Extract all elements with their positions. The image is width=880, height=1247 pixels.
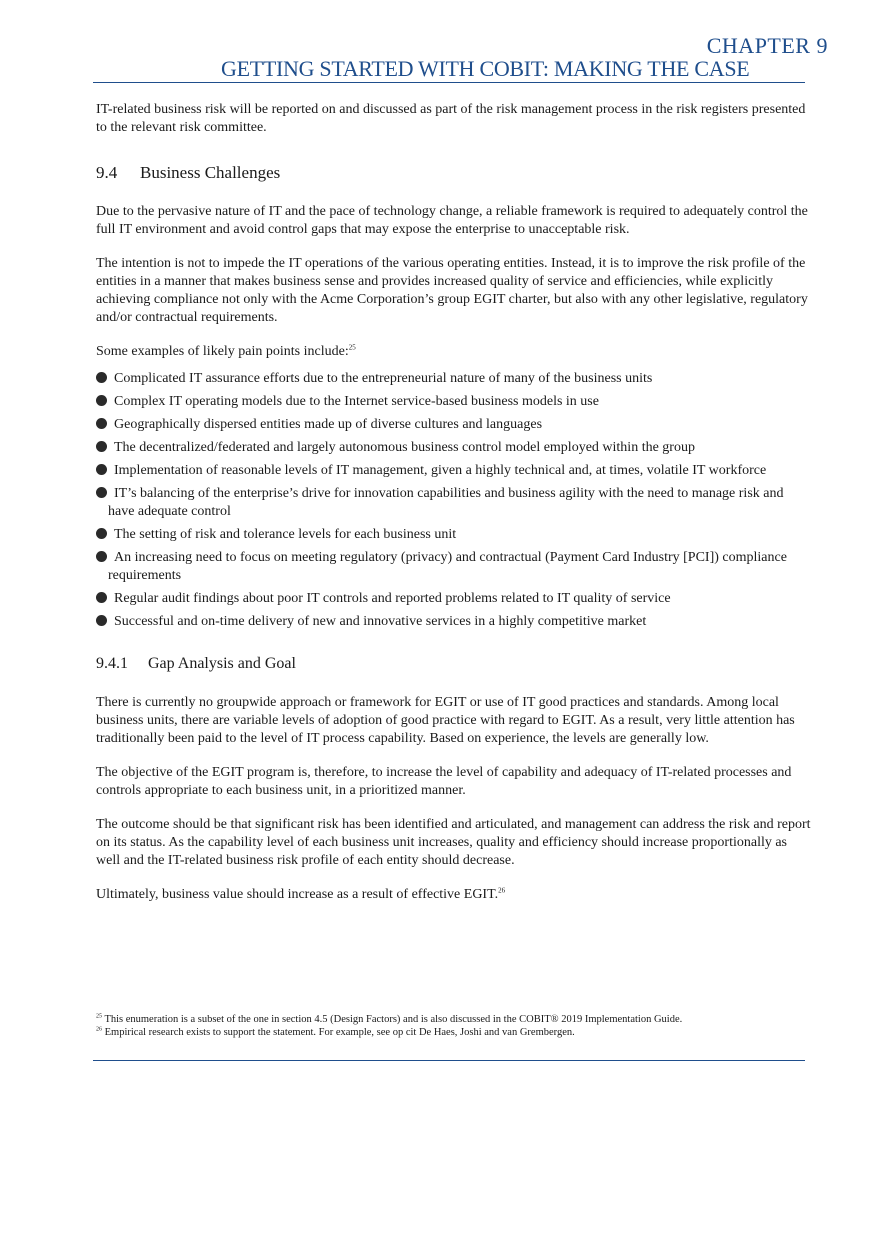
pain-points-lead [96,343,812,361]
subsection-paragraph: The outcome should be that significant risk has been identified and articulated, and management can address the risk and report on its status. As the capability level of each business unit increases, quality and efficiency should increase proportionally as well and the IT-related business risk profile of each entity should decrease. [96,817,811,868]
pain-points-list [96,370,812,631]
list-item-text: An increasing need to focus on meeting regulatory (privacy) and contractual (Payment Card Industry [PCI]) compliance requirements [108,550,787,583]
section-number: 9.4 [96,163,118,182]
list-item-text: Complicated IT assurance efforts due to the entrepreneurial nature of many of the business units [114,371,653,386]
list-item [96,393,812,411]
subsection-number: 9.4.1 [96,655,128,672]
bullet-icon [96,551,107,562]
footnote-number: 25 [96,1013,102,1020]
list-item-text: The setting of risk and tolerance levels for each business unit [114,527,457,542]
subsection-paragraph: There is currently no groupwide approach or framework for EGIT or use of IT good practices and standards. Among local business units, there are variable levels of adoption of good practice with regard to EGIT. As a result, very little attention has traditionally been paid to the level of IT process capability. Based on experience, the levels are generally low. [96,695,795,746]
list-item [96,485,812,521]
list-item-text: Successful and on-time delivery of new and innovative services in a highly competitive market [114,614,647,629]
bullet-icon [96,441,107,452]
list-item [96,549,812,585]
footnote-ref[interactable]: 25 [348,343,356,352]
bullet-icon [96,592,107,603]
intro-paragraph: IT-related business risk will be reported on and discussed as part of the risk management process in the risk registers presented to the relevant risk committee. [96,102,806,135]
pain-points-lead-text: Some examples of likely pain points include: [96,344,349,359]
list-item-text: Geographically dispersed entities made up of diverse cultures and languages [114,417,543,432]
list-item-text: Regular audit findings about poor IT controls and reported problems related to IT quality of service [114,591,671,606]
bullet-icon [96,464,107,475]
bullet-icon [96,372,107,383]
list-item-text: Complex IT operating models due to the Internet service-based business models in use [114,394,599,409]
bullet-icon [96,487,107,498]
bullet-icon [96,615,107,626]
footer-divider [93,1060,805,1061]
footnote [96,1026,812,1039]
list-item-text: IT’s balancing of the enterprise’s drive for innovation capabilities and business agility with the need to manage risk and have adequate control [108,486,784,519]
footnote-text: Empirical research exists to support the statement. For example, see op cit De Haes, Joshi and van Grembergen. [104,1027,575,1038]
list-item-text: The decentralized/federated and largely autonomous business control model employed within the group [114,440,695,455]
list-item-text: Implementation of reasonable levels of IT management, given a highly technical and, at times, volatile IT workforce [114,463,767,478]
bullet-icon [96,395,107,406]
bullet-icon [96,528,107,539]
header-divider [93,82,805,83]
list-item [96,439,812,457]
footnote-ref[interactable]: 26 [498,886,506,895]
list-item [96,590,812,608]
section-paragraph: The intention is not to impede the IT operations of the various operating entities. Instead, it is to improve the risk profile of the entities in a manner that makes business sense and provides increased quality of service and efficiencies, while explicitly achieving compliance not only with the Acme Corporation’s group EGIT charter, but also with any other legislative, regulatory and/or contractual requirements. [96,256,808,325]
footnote-number: 26 [96,1026,102,1033]
chapter-title: GETTING STARTED WITH COBIT: MAKING THE CASE [221,56,750,81]
chapter-label: CHAPTER 9 [706,33,828,58]
section-heading [96,162,812,184]
footnotes [96,1013,812,1039]
subsection-heading [96,653,812,675]
page-header [0,30,880,86]
list-item [96,370,812,388]
closing-paragraph [96,886,812,904]
list-item [96,613,812,631]
section-paragraph: Due to the pervasive nature of IT and the pace of technology change, a reliable framework is required to adequately control the full IT environment and avoid control gaps that may expose the enterprise to unacceptable risk. [96,204,808,237]
subsection-title: Gap Analysis and Goal [148,655,296,672]
page-content [96,101,812,920]
closing-text: Ultimately, business value should increase as a result of effective EGIT. [96,887,499,902]
footnote-text: This enumeration is a subset of the one in section 4.5 (Design Factors) and is also discussed in the COBIT® 2019 Implementation Guide. [104,1014,683,1025]
list-item [96,462,812,480]
section-title: Business Challenges [140,163,281,182]
list-item [96,526,812,544]
subsection-paragraph: The objective of the EGIT program is, therefore, to increase the level of capability and adequacy of IT-related processes and controls appropriate to each business unit, in a prioritized manner. [96,765,792,798]
footnote [96,1013,812,1026]
bullet-icon [96,418,107,429]
list-item [96,416,812,434]
